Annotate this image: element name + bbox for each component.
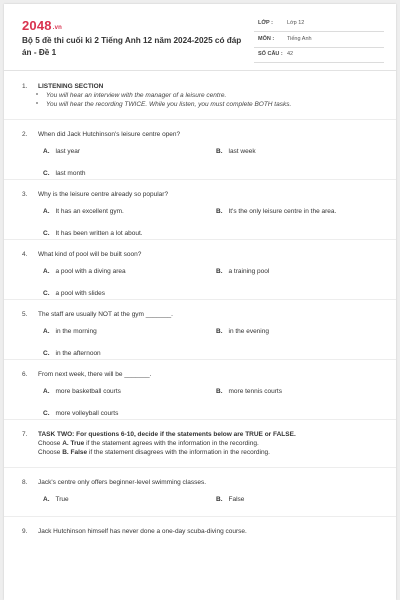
question-text: From next week, there will be _______. bbox=[38, 371, 152, 378]
option-letter: C. bbox=[43, 170, 50, 177]
option-letter: A. bbox=[43, 328, 50, 335]
option-c[interactable] bbox=[43, 229, 143, 238]
question-list bbox=[4, 82, 396, 536]
meta-count-label: SỐ CÂU : bbox=[258, 51, 283, 57]
question-number: 5. bbox=[22, 311, 28, 318]
question-4 bbox=[4, 250, 396, 297]
option-text: a training pool bbox=[228, 268, 270, 275]
option-b[interactable] bbox=[216, 495, 244, 504]
question-number: 2. bbox=[22, 131, 28, 138]
divider bbox=[4, 516, 396, 517]
option-c[interactable] bbox=[43, 289, 105, 298]
document-page bbox=[4, 4, 396, 600]
option-letter: B. bbox=[216, 208, 223, 215]
section-note bbox=[46, 91, 396, 100]
option-text: in the morning bbox=[55, 328, 97, 335]
question-7 bbox=[4, 430, 396, 457]
answer-options bbox=[4, 327, 396, 357]
option-a[interactable] bbox=[43, 147, 80, 156]
question-1 bbox=[4, 82, 396, 109]
question-2 bbox=[4, 130, 396, 177]
answer-options bbox=[4, 147, 396, 177]
task-instruction-false bbox=[38, 448, 396, 457]
instruction-text: Choose bbox=[38, 449, 63, 456]
document-title: Bộ 5 đề thi cuối kì 2 Tiếng Anh 12 năm 2024-2025 có đáp án - Đề 1 bbox=[22, 36, 242, 57]
question-number: 1. bbox=[22, 83, 28, 90]
option-letter: C. bbox=[43, 230, 50, 237]
option-text: more tennis courts bbox=[228, 388, 282, 395]
divider bbox=[4, 359, 396, 360]
option-text: more basketball courts bbox=[55, 388, 121, 395]
question-8 bbox=[4, 478, 396, 506]
meta-grade-label: LỚP : bbox=[258, 20, 273, 26]
option-text: in the evening bbox=[228, 328, 269, 335]
option-text: last month bbox=[55, 170, 86, 177]
option-b[interactable] bbox=[216, 327, 269, 336]
instruction-text: Choose bbox=[38, 440, 63, 447]
question-number: 7. bbox=[22, 431, 28, 438]
option-letter: B. bbox=[216, 268, 223, 275]
question-9 bbox=[4, 527, 396, 536]
instruction-emphasis: A. True bbox=[62, 440, 85, 447]
option-text: It has an excellent gym. bbox=[55, 208, 124, 215]
divider bbox=[4, 467, 396, 468]
site-logo[interactable] bbox=[22, 18, 62, 33]
option-a[interactable] bbox=[43, 495, 69, 504]
document-header bbox=[4, 4, 396, 70]
option-letter: A. bbox=[43, 496, 50, 503]
question-5 bbox=[4, 310, 396, 357]
option-letter: C. bbox=[43, 350, 50, 357]
option-text: in the afternoon bbox=[55, 350, 101, 357]
question-3 bbox=[4, 190, 396, 237]
option-letter: C. bbox=[43, 290, 50, 297]
section-title: LISTENING SECTION bbox=[38, 83, 104, 90]
option-letter: B. bbox=[216, 148, 223, 155]
question-number: 9. bbox=[22, 528, 28, 535]
meta-subject bbox=[254, 33, 384, 48]
option-text: a pool with a diving area bbox=[55, 268, 126, 275]
question-text: The staff are usually NOT at the gym _______. bbox=[38, 311, 173, 318]
answer-options bbox=[4, 207, 396, 237]
option-letter: B. bbox=[216, 328, 223, 335]
divider bbox=[4, 179, 396, 180]
meta-grade bbox=[254, 17, 384, 32]
question-text: Why is the leisure centre already so popular? bbox=[38, 191, 169, 198]
divider bbox=[4, 239, 396, 240]
question-number: 3. bbox=[22, 191, 28, 198]
question-text: What kind of pool will be built soon? bbox=[38, 251, 142, 258]
option-b[interactable] bbox=[216, 267, 269, 276]
answer-options bbox=[4, 495, 396, 506]
option-text: It has been written a lot about. bbox=[55, 230, 143, 237]
option-text: False bbox=[228, 496, 245, 503]
question-text: Jack's centre only offers beginner-level swimming classes. bbox=[38, 479, 207, 486]
instruction-text: if the statement agrees with the information in the recording. bbox=[84, 440, 259, 447]
meta-count bbox=[254, 48, 384, 63]
option-b[interactable] bbox=[216, 147, 256, 156]
task-instruction-true bbox=[38, 439, 396, 448]
bullet-icon bbox=[36, 102, 38, 104]
question-number: 8. bbox=[22, 479, 28, 486]
option-letter: A. bbox=[43, 388, 50, 395]
option-a[interactable] bbox=[43, 327, 97, 336]
option-text: last year bbox=[55, 148, 81, 155]
option-c[interactable] bbox=[43, 169, 86, 178]
option-a[interactable] bbox=[43, 267, 126, 276]
divider bbox=[4, 419, 396, 420]
option-text: True bbox=[55, 496, 69, 503]
option-letter: B. bbox=[216, 388, 223, 395]
meta-count-value: 42 bbox=[287, 51, 294, 57]
option-text: a pool with slides bbox=[55, 290, 105, 297]
bullet-icon bbox=[36, 93, 38, 95]
option-letter: A. bbox=[43, 148, 50, 155]
option-letter: A. bbox=[43, 268, 50, 275]
divider bbox=[4, 119, 396, 120]
option-text: It's the only leisure centre in the area. bbox=[228, 208, 337, 215]
option-b[interactable] bbox=[216, 207, 336, 216]
option-text: more volleyball courts bbox=[55, 410, 119, 417]
question-number: 4. bbox=[22, 251, 28, 258]
note-text: You will hear an interview with the manager of a leisure centre. bbox=[46, 92, 227, 99]
option-c[interactable] bbox=[43, 409, 118, 418]
option-a[interactable] bbox=[43, 387, 121, 396]
instruction-emphasis: B. False bbox=[62, 449, 88, 456]
option-b[interactable] bbox=[216, 387, 282, 396]
answer-options bbox=[4, 267, 396, 297]
option-letter: C. bbox=[43, 410, 50, 417]
option-a[interactable] bbox=[43, 207, 124, 216]
instruction-text: if the statement disagrees with the information in the recording. bbox=[87, 449, 270, 456]
option-letter: B. bbox=[216, 496, 223, 503]
option-letter: A. bbox=[43, 208, 50, 215]
question-text: When did Jack Hutchinson's leisure centre open? bbox=[38, 131, 181, 138]
meta-grade-value: Lớp 12 bbox=[287, 20, 305, 26]
option-text: last week bbox=[228, 148, 256, 155]
question-text: Jack Hutchinson himself has never done a one-day scuba-diving course. bbox=[38, 528, 247, 535]
note-text: You will hear the recording TWICE. While you listen, you must complete BOTH tasks. bbox=[46, 101, 292, 108]
option-c[interactable] bbox=[43, 349, 101, 358]
question-number: 6. bbox=[22, 371, 28, 378]
task-title: TASK TWO: For questions 6-10, decide if the statements below are TRUE or FALSE. bbox=[38, 431, 296, 438]
divider bbox=[4, 299, 396, 300]
meta-subject-label: MÔN : bbox=[258, 36, 275, 42]
answer-options bbox=[4, 387, 396, 417]
question-6 bbox=[4, 370, 396, 417]
logo-suffix: .vn bbox=[52, 25, 63, 31]
logo-text: 2048 bbox=[22, 18, 52, 33]
header-divider bbox=[4, 70, 396, 71]
section-note bbox=[46, 100, 396, 109]
meta-subject-value: Tiếng Anh bbox=[287, 36, 312, 42]
